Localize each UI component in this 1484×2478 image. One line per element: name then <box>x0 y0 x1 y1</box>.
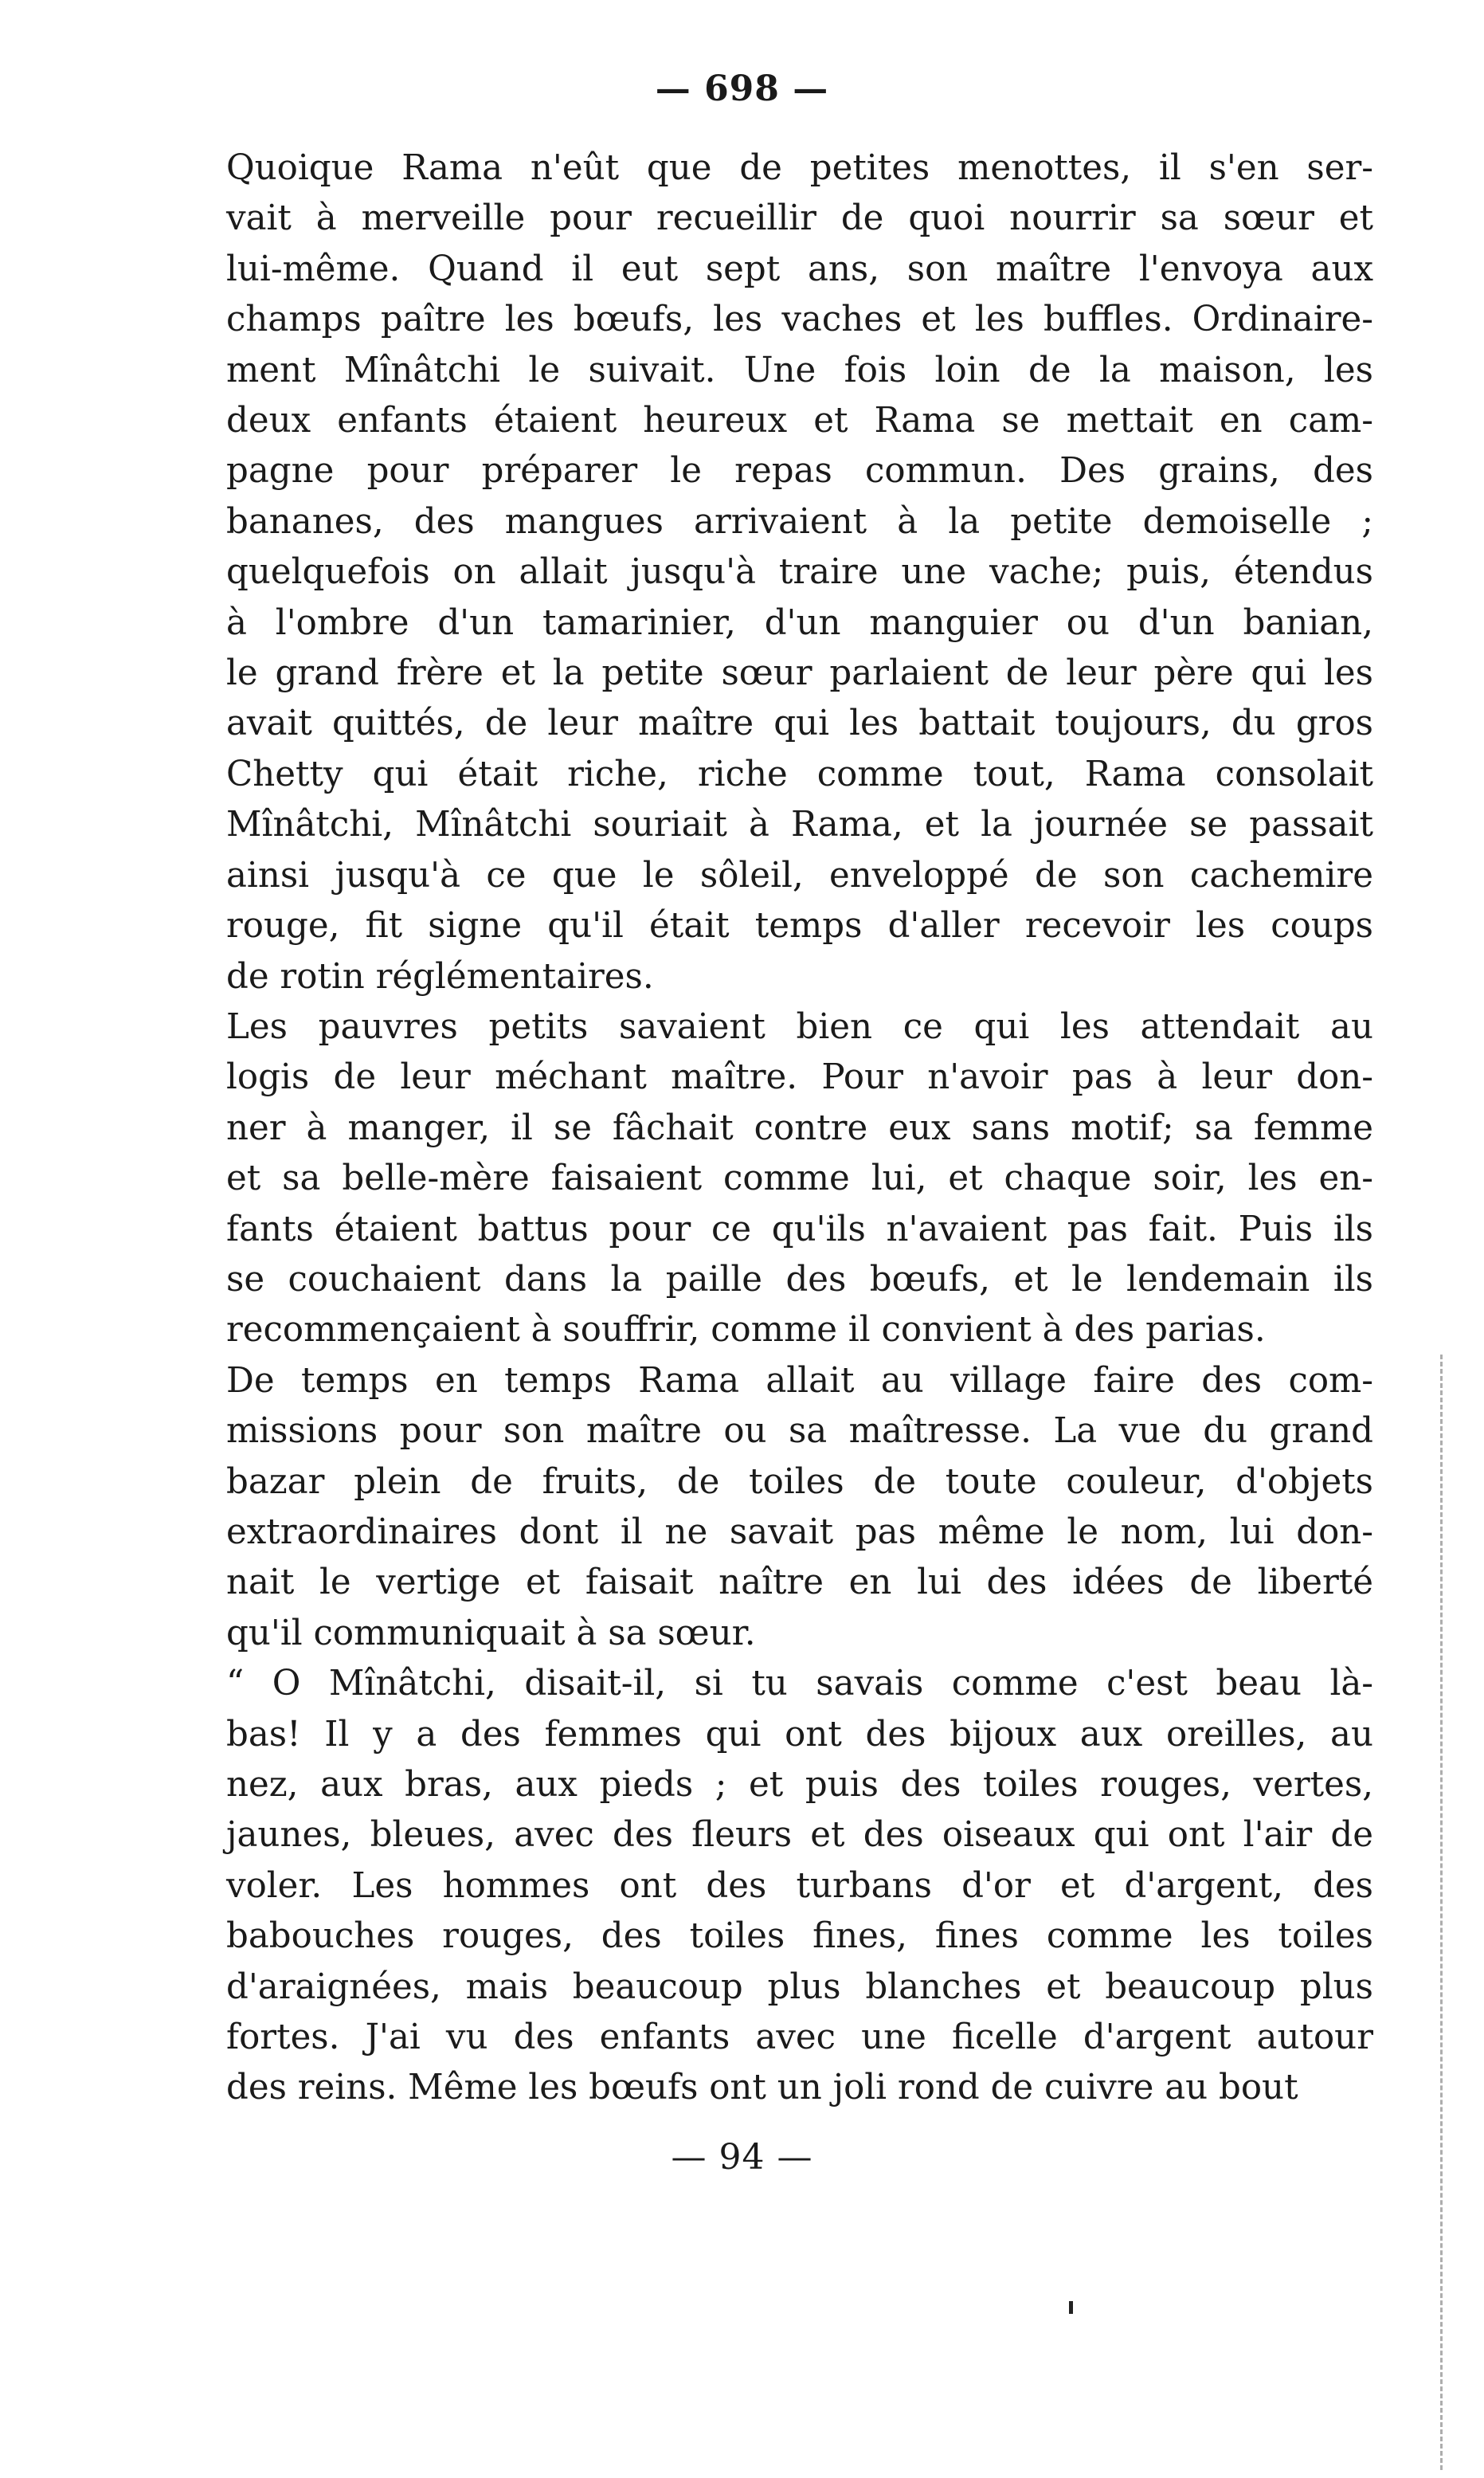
text-line: deux enfants étaient heureux et Rama se mettait en cam- <box>226 401 1373 441</box>
text-line: logis de leur méchant maître. Pour n'avoir pas à leur don- <box>226 1057 1373 1098</box>
text-line: quelquefois on allait jusqu'à traire une vache; puis, étendus <box>226 552 1373 593</box>
text-line: se couchaient dans la paille des bœufs, et le lendemain ils <box>226 1259 1373 1300</box>
paragraph-1 <box>178 143 1373 1002</box>
text-line: bazar plein de fruits, de toiles de toute couleur, d'objets <box>226 1461 1373 1502</box>
text-line: babouches rouges, des toiles fines, fines comme les toiles <box>226 1916 1373 1957</box>
text-line: champs paître les bœufs, les vaches et les buffles. Ordinaire- <box>226 300 1373 340</box>
text-line: Chetty qui était riche, riche comme tout, Rama consolait <box>226 754 1373 794</box>
text-line: fants étaient battus pour ce qu'ils n'avaient pas fait. Puis ils <box>226 1209 1373 1249</box>
text-line: missions pour son maître ou sa maîtresse. La vue du grand <box>226 1411 1373 1452</box>
text-line: nait le vertige et faisait naître en lui des idées de liberté <box>226 1562 1373 1603</box>
text-line: nez, aux bras, aux pieds ; et puis des toiles rouges, vertes, <box>226 1765 1373 1805</box>
signature-mark-footer: — 94 — <box>671 2137 813 2178</box>
text-line: ment Mînâtchi le suivait. Une fois loin de la maison, les <box>226 350 1373 390</box>
text-line: Les pauvres petits savaient bien ce qui les attendait au <box>226 1006 1373 1047</box>
paragraph-2 <box>178 1002 1373 1356</box>
paragraph-4 <box>178 1659 1373 2114</box>
text-line: recommençaient à souffrir, comme il convient à des parias. <box>226 1310 1266 1351</box>
text-line: qu'il communiquait à sa sœur. <box>226 1613 756 1653</box>
text-line: d'araignées, mais beaucoup plus blanches et beaucoup plus <box>226 1966 1373 2007</box>
text-line: voler. Les hommes ont des turbans d'or et d'argent, des <box>226 1865 1373 1906</box>
text-line: et sa belle-mère faisaient comme lui, et chaque soir, les en- <box>226 1159 1373 1199</box>
body-text <box>178 143 1373 2114</box>
text-line: rouge, fit signe qu'il était temps d'aller recevoir les coups <box>226 906 1373 947</box>
text-line: le grand frère et la petite sœur parlaient de leur père qui les <box>226 653 1373 694</box>
text-line: Quoique Rama n'eût que de petites menottes, il s'en ser- <box>226 148 1373 188</box>
text-line: de rotin réglémentaires. <box>226 956 654 997</box>
text-line: vait à merveille pour recueillir de quoi nourrir sa sœur et <box>226 198 1373 239</box>
text-line: bananes, des mangues arrivaient à la petite demoiselle ; <box>226 501 1373 542</box>
scan-speck <box>1069 2301 1073 2314</box>
text-line: jaunes, bleues, avec des fleurs et des oiseaux qui ont l'air de <box>226 1815 1373 1856</box>
page-edge-shadow <box>1440 1355 1449 2470</box>
text-line: pagne pour préparer le repas commun. Des grains, des <box>226 451 1373 492</box>
text-line: fortes. J'ai vu des enfants avec une ficelle d'argent autour <box>226 2017 1373 2058</box>
paragraph-3 <box>178 1356 1373 1659</box>
text-line: avait quittés, de leur maître qui les battait toujours, du gros <box>226 704 1373 744</box>
text-line: De temps en temps Rama allait au village faire des com- <box>226 1360 1373 1401</box>
page-number-header: — 698 — <box>655 69 829 109</box>
text-line: “ O Mînâtchi, disait-il, si tu savais comme c'est beau là- <box>226 1664 1373 1704</box>
text-line: à l'ombre d'un tamarinier, d'un manguier ou d'un banian, <box>226 602 1373 643</box>
text-line: lui-même. Quand il eut sept ans, son maître l'envoya aux <box>226 249 1373 289</box>
text-line: ainsi jusqu'à ce que le sôleil, enveloppé de son cachemire <box>226 855 1373 896</box>
text-line: bas! Il y a des femmes qui ont des bijoux aux oreilles, au <box>226 1714 1373 1755</box>
text-line: des reins. Même les bœufs ont un joli rond de cuivre au bout <box>226 2068 1298 2108</box>
text-line: Mînâtchi, Mînâtchi souriait à Rama, et la journée se passait <box>226 805 1373 845</box>
text-line: extraordinaires dont il ne savait pas même le nom, lui don- <box>226 1512 1373 1552</box>
text-line: ner à manger, il se fâchait contre eux sans motif; sa femme <box>226 1108 1373 1148</box>
